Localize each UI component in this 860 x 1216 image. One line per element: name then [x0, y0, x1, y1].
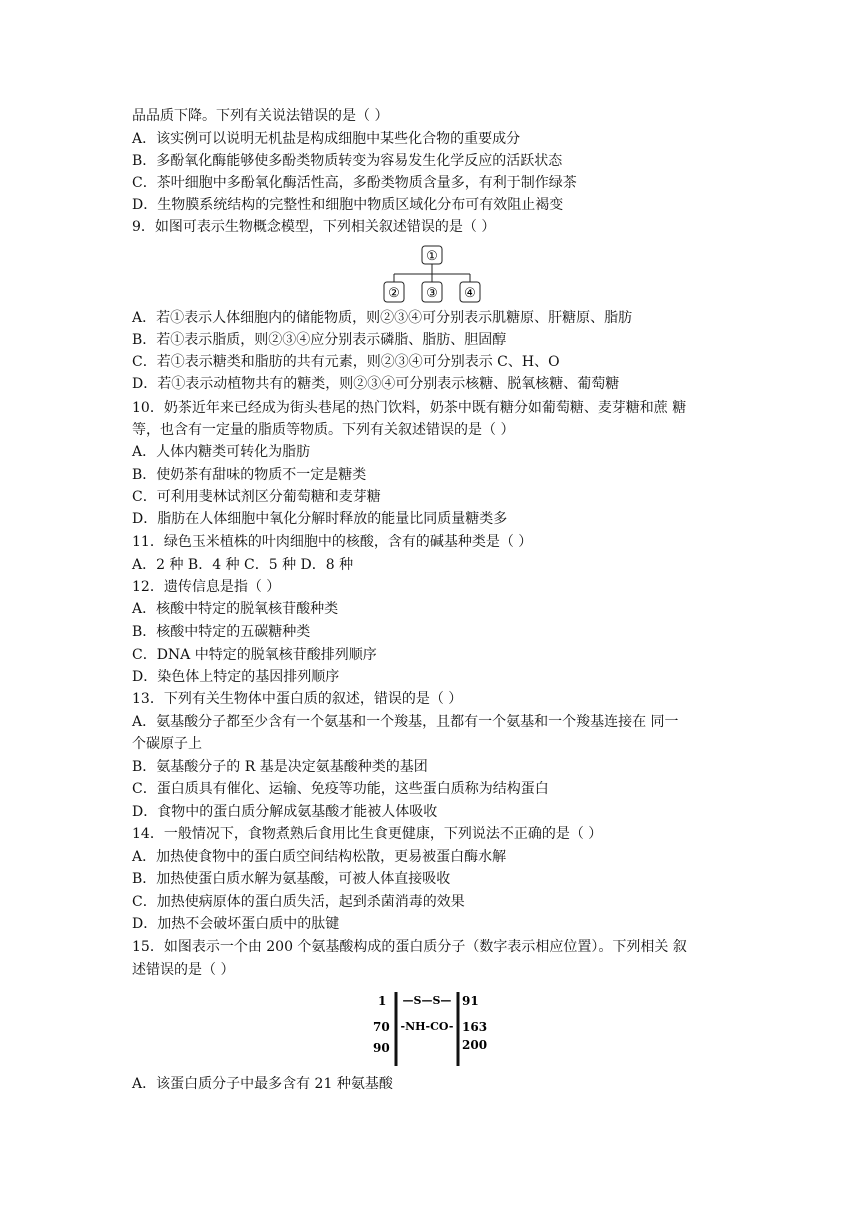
concept-model-diagram [378, 244, 488, 306]
option-a-cont: 个碳原子上 [132, 736, 202, 752]
option-d: D．染色体上特定的基因排列顺序 [132, 669, 340, 685]
position-label: 90 [373, 1041, 390, 1055]
option-a: A．核酸中特定的脱氧核苷酸种类 [132, 601, 339, 617]
option-b: B．使奶茶有甜味的物质不一定是糖类 [132, 467, 367, 483]
option-a: A．加热使食物中的蛋白质空间结构松散，更易被蛋白酶水解 [132, 849, 507, 865]
option-a: A．该实例可以说明无机盐是构成细胞中某些化合物的重要成分 [132, 131, 521, 147]
question-12: 12．遗传信息是指（ ） [132, 579, 281, 595]
option-c: C．茶叶细胞中多酚氧化酶活性高，多酚类物质含量多，有利于制作绿茶 [132, 175, 577, 191]
position-label: 1 [378, 994, 387, 1008]
concept-child-label: ③ [426, 286, 438, 301]
question-11-options: A．2 种 B．4 种 C．5 种 D．8 种 [132, 557, 354, 573]
text-line: 品品质下降。下列有关说法错误的是（ ） [132, 108, 389, 124]
option-d: D．脂肪在人体细胞中氧化分解时释放的能量比同质量糖类多 [132, 511, 508, 527]
question-15-cont: 述错误的是（ ） [132, 962, 235, 978]
disulfide-bond-label: —S—S— [402, 994, 452, 1007]
option-d: D．若①表示动植物共有的糖类，则②③④可分别表示核糖、脱氧核糖、葡萄糖 [132, 376, 620, 392]
option-d: D．加热不会破坏蛋白质中的肽键 [132, 916, 340, 932]
option-a: A．若①表示人体细胞内的储能物质，则②③④可分别表示肌糖原、肝糖原、脂肪 [132, 310, 633, 326]
option-b: B．多酚氧化酶能够使多酚类物质转变为容易发生化学反应的活跃状态 [132, 153, 563, 169]
position-label: 70 [373, 1020, 390, 1034]
option-c: C．加热使病原体的蛋白质失活，起到杀菌消毒的效果 [132, 894, 465, 910]
concept-child-label: ② [388, 286, 400, 301]
concept-child-label: ④ [464, 286, 476, 301]
question-9: 9．如图可表示生物概念模型，下列相关叙述错误的是（ ） [132, 219, 496, 235]
option-b: B．加热使蛋白质水解为氨基酸，可被人体直接吸收 [132, 871, 451, 887]
question-15: 15．如图表示一个由 200 个氨基酸构成的蛋白质分子（数字表示相应位置）。下列相关 叙 [132, 939, 687, 955]
option-b: B．若①表示脂质，则②③④应分别表示磷脂、脂肪、胆固醇 [132, 332, 507, 348]
option-c: C．蛋白质具有催化、运输、免疫等功能，这些蛋白质称为结构蛋白 [132, 781, 549, 797]
question-11: 11．绿色玉米植株的叶肉细胞中的核酸，含有的碱基种类是（ ） [132, 534, 533, 550]
question-10: 10．奶茶近年来已经成为街头巷尾的热门饮料，奶茶中既有糖分如葡萄糖、麦芽糖和蔗 糖 [132, 400, 687, 416]
concept-top-label: ① [426, 249, 438, 264]
option-a: A．该蛋白质分子中最多含有 21 种氨基酸 [132, 1076, 393, 1092]
question-10-cont: 等，也含有一定量的脂质等物质。下列有关叙述错误的是（ ） [132, 422, 515, 438]
option-c: C．DNA 中特定的脱氧核苷酸排列顺序 [132, 647, 377, 663]
option-d: D．食物中的蛋白质分解成氨基酸才能被人体吸收 [132, 804, 438, 820]
option-a: A．人体内糖类可转化为脂肪 [132, 444, 311, 460]
option-c: C．可利用斐林试剂区分葡萄糖和麦芽糖 [132, 489, 381, 505]
protein-molecule-diagram [368, 986, 498, 1068]
question-14: 14．一般情况下，食物煮熟后食用比生食更健康，下列说法不正确的是（ ） [132, 826, 603, 842]
option-c: C．若①表示糖类和脂肪的共有元素，则②③④可分别表示 C、H、O [132, 354, 560, 370]
question-13: 13．下列有关生物体中蛋白质的叙述，错误的是（ ） [132, 691, 463, 707]
option-d: D．生物膜系统结构的完整性和细胞中物质区域化分布可有效阻止褐变 [132, 197, 564, 213]
option-b: B．氨基酸分子的 R 基是决定氨基酸种类的基团 [132, 759, 428, 775]
position-label: 91 [462, 994, 479, 1008]
option-a: A．氨基酸分子都至少含有一个氨基和一个羧基，且都有一个氨基和一个羧基连接在 同一 [132, 714, 679, 730]
peptide-bond-label: -NH-CO- [400, 1020, 454, 1033]
position-label: 200 [462, 1038, 488, 1052]
option-b: B．核酸中特定的五碳糖种类 [132, 624, 311, 640]
position-label: 163 [462, 1020, 488, 1034]
